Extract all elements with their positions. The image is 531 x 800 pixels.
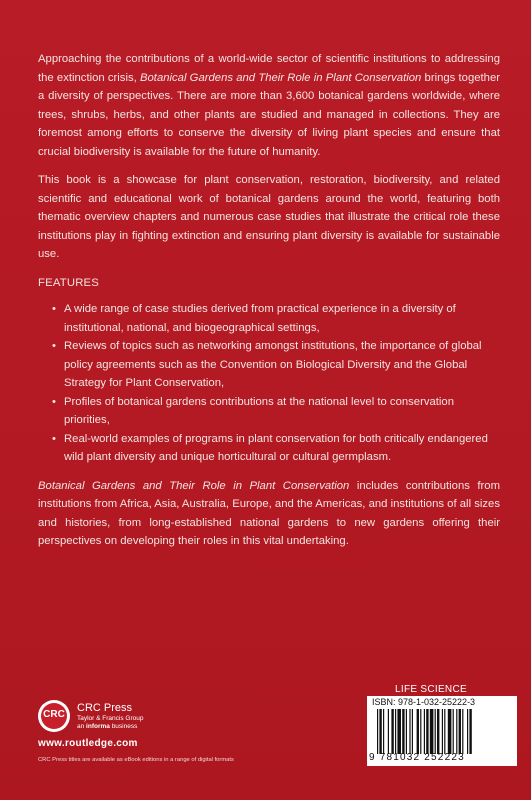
barcode-digits: 9 781032 252223 — [369, 752, 465, 763]
barcode-stripe — [469, 709, 471, 754]
ebook-note: CRC Press titles are available as eBook editions in a range of digital formats — [38, 757, 234, 763]
feature-item: • Profiles of botanical gardens contributions at the national level to conservation priorities, — [52, 393, 500, 430]
barcode-stripe — [467, 709, 468, 754]
isbn-label: ISBN: 978-1-032-25222-3 — [372, 697, 476, 707]
intro-paragraph — [38, 50, 500, 161]
feature-item: • Reviews of topics such as networking amongst institutions, the importance of global policy agreements such as the Convention on Biological Diversity and the Global Strategy for Plant Conservation, — [52, 337, 500, 393]
barcode-stripe — [412, 709, 413, 754]
features-heading: FEATURES — [38, 276, 100, 289]
barcode-stripe — [402, 709, 404, 754]
barcode-stripe — [442, 709, 443, 754]
publisher-group: Taylor & Francis Group — [77, 715, 144, 722]
barcode-stripe — [383, 709, 384, 754]
blurb — [38, 50, 500, 561]
barcode-stripe — [395, 709, 396, 754]
barcode-stripe — [391, 709, 393, 754]
barcode-stripe — [430, 709, 434, 754]
barcode-stripe — [388, 709, 389, 754]
publisher-name: CRC Press — [77, 702, 133, 714]
publisher-business: an informa business — [77, 723, 138, 730]
barcode-stripe — [459, 709, 461, 754]
barcode-stripe — [406, 709, 407, 754]
closing-text: includes contributions from institutions from Africa, Asia, Australia, Europe, and the Americas, and institutions of all sizes and histories, from long-established national gardens to new gardens offering their perspectives on developing their roles in this vital undertaking. — [38, 479, 500, 547]
intro-text-cont: brings together a diversity of perspectives. There are more than 3,600 botanical gardens worldwide, where trees, shrubs, herbs, and other plants are studied and managed in collections. They are foremost among efforts to conserve the diversity of living plant species and ensure that crucial biodiversity is available for the future of humanity. — [38, 71, 500, 158]
showcase-paragraph: This book is a showcase for plant conservation, restoration, biodiversity, and related scientific and educational work of botanical gardens around the world, featuring both thematic overview chapters and numerous case studies that illustrate the critical role these institutions play in fighting extinction and ensuring plant diversity is available for sustainable use. — [38, 174, 500, 260]
barcode-stripe — [453, 709, 454, 754]
closing-paragraph — [38, 477, 500, 551]
crc-logo-icon: CRC — [38, 700, 70, 732]
barcode-stripe — [409, 709, 410, 754]
barcode-stripe — [437, 709, 439, 754]
publisher-block — [38, 700, 238, 760]
publisher-website: www.routledge.com — [38, 738, 138, 749]
barcode-stripe — [377, 709, 378, 754]
barcode-stripe — [456, 709, 457, 754]
barcode-stripe — [462, 709, 463, 754]
barcode-bars — [377, 709, 511, 754]
features-list — [38, 300, 500, 467]
barcode-stripe — [435, 709, 436, 754]
barcode-stripe — [397, 709, 401, 754]
intro-text: Approaching the contributions of a world-wide sector of scientific institutions to addressing the extinction crisis, — [38, 53, 500, 84]
barcode-stripe — [420, 709, 421, 754]
barcode-stripe — [444, 709, 445, 754]
feature-item: • Real-world examples of programs in plant conservation for both critically endangered wild plant diversity and unique horticultural or cultural germplasm. — [52, 430, 500, 467]
barcode-stripe — [448, 709, 452, 754]
barcode-stripe — [426, 709, 428, 754]
barcode — [367, 696, 517, 766]
book-title-inline: Botanical Gardens and Their Role in Plant Conservation — [38, 479, 350, 492]
feature-item: • A wide range of case studies derived from practical experience in a diversity of institutional, national, and biogeographical settings, — [52, 300, 500, 337]
subject-category: LIFE SCIENCE — [395, 684, 467, 695]
barcode-stripe — [424, 709, 425, 754]
book-title-inline: Botanical Gardens and Their Role in Plant Conservation — [139, 71, 422, 84]
barcode-stripe — [417, 709, 419, 754]
barcode-stripe — [379, 709, 381, 754]
